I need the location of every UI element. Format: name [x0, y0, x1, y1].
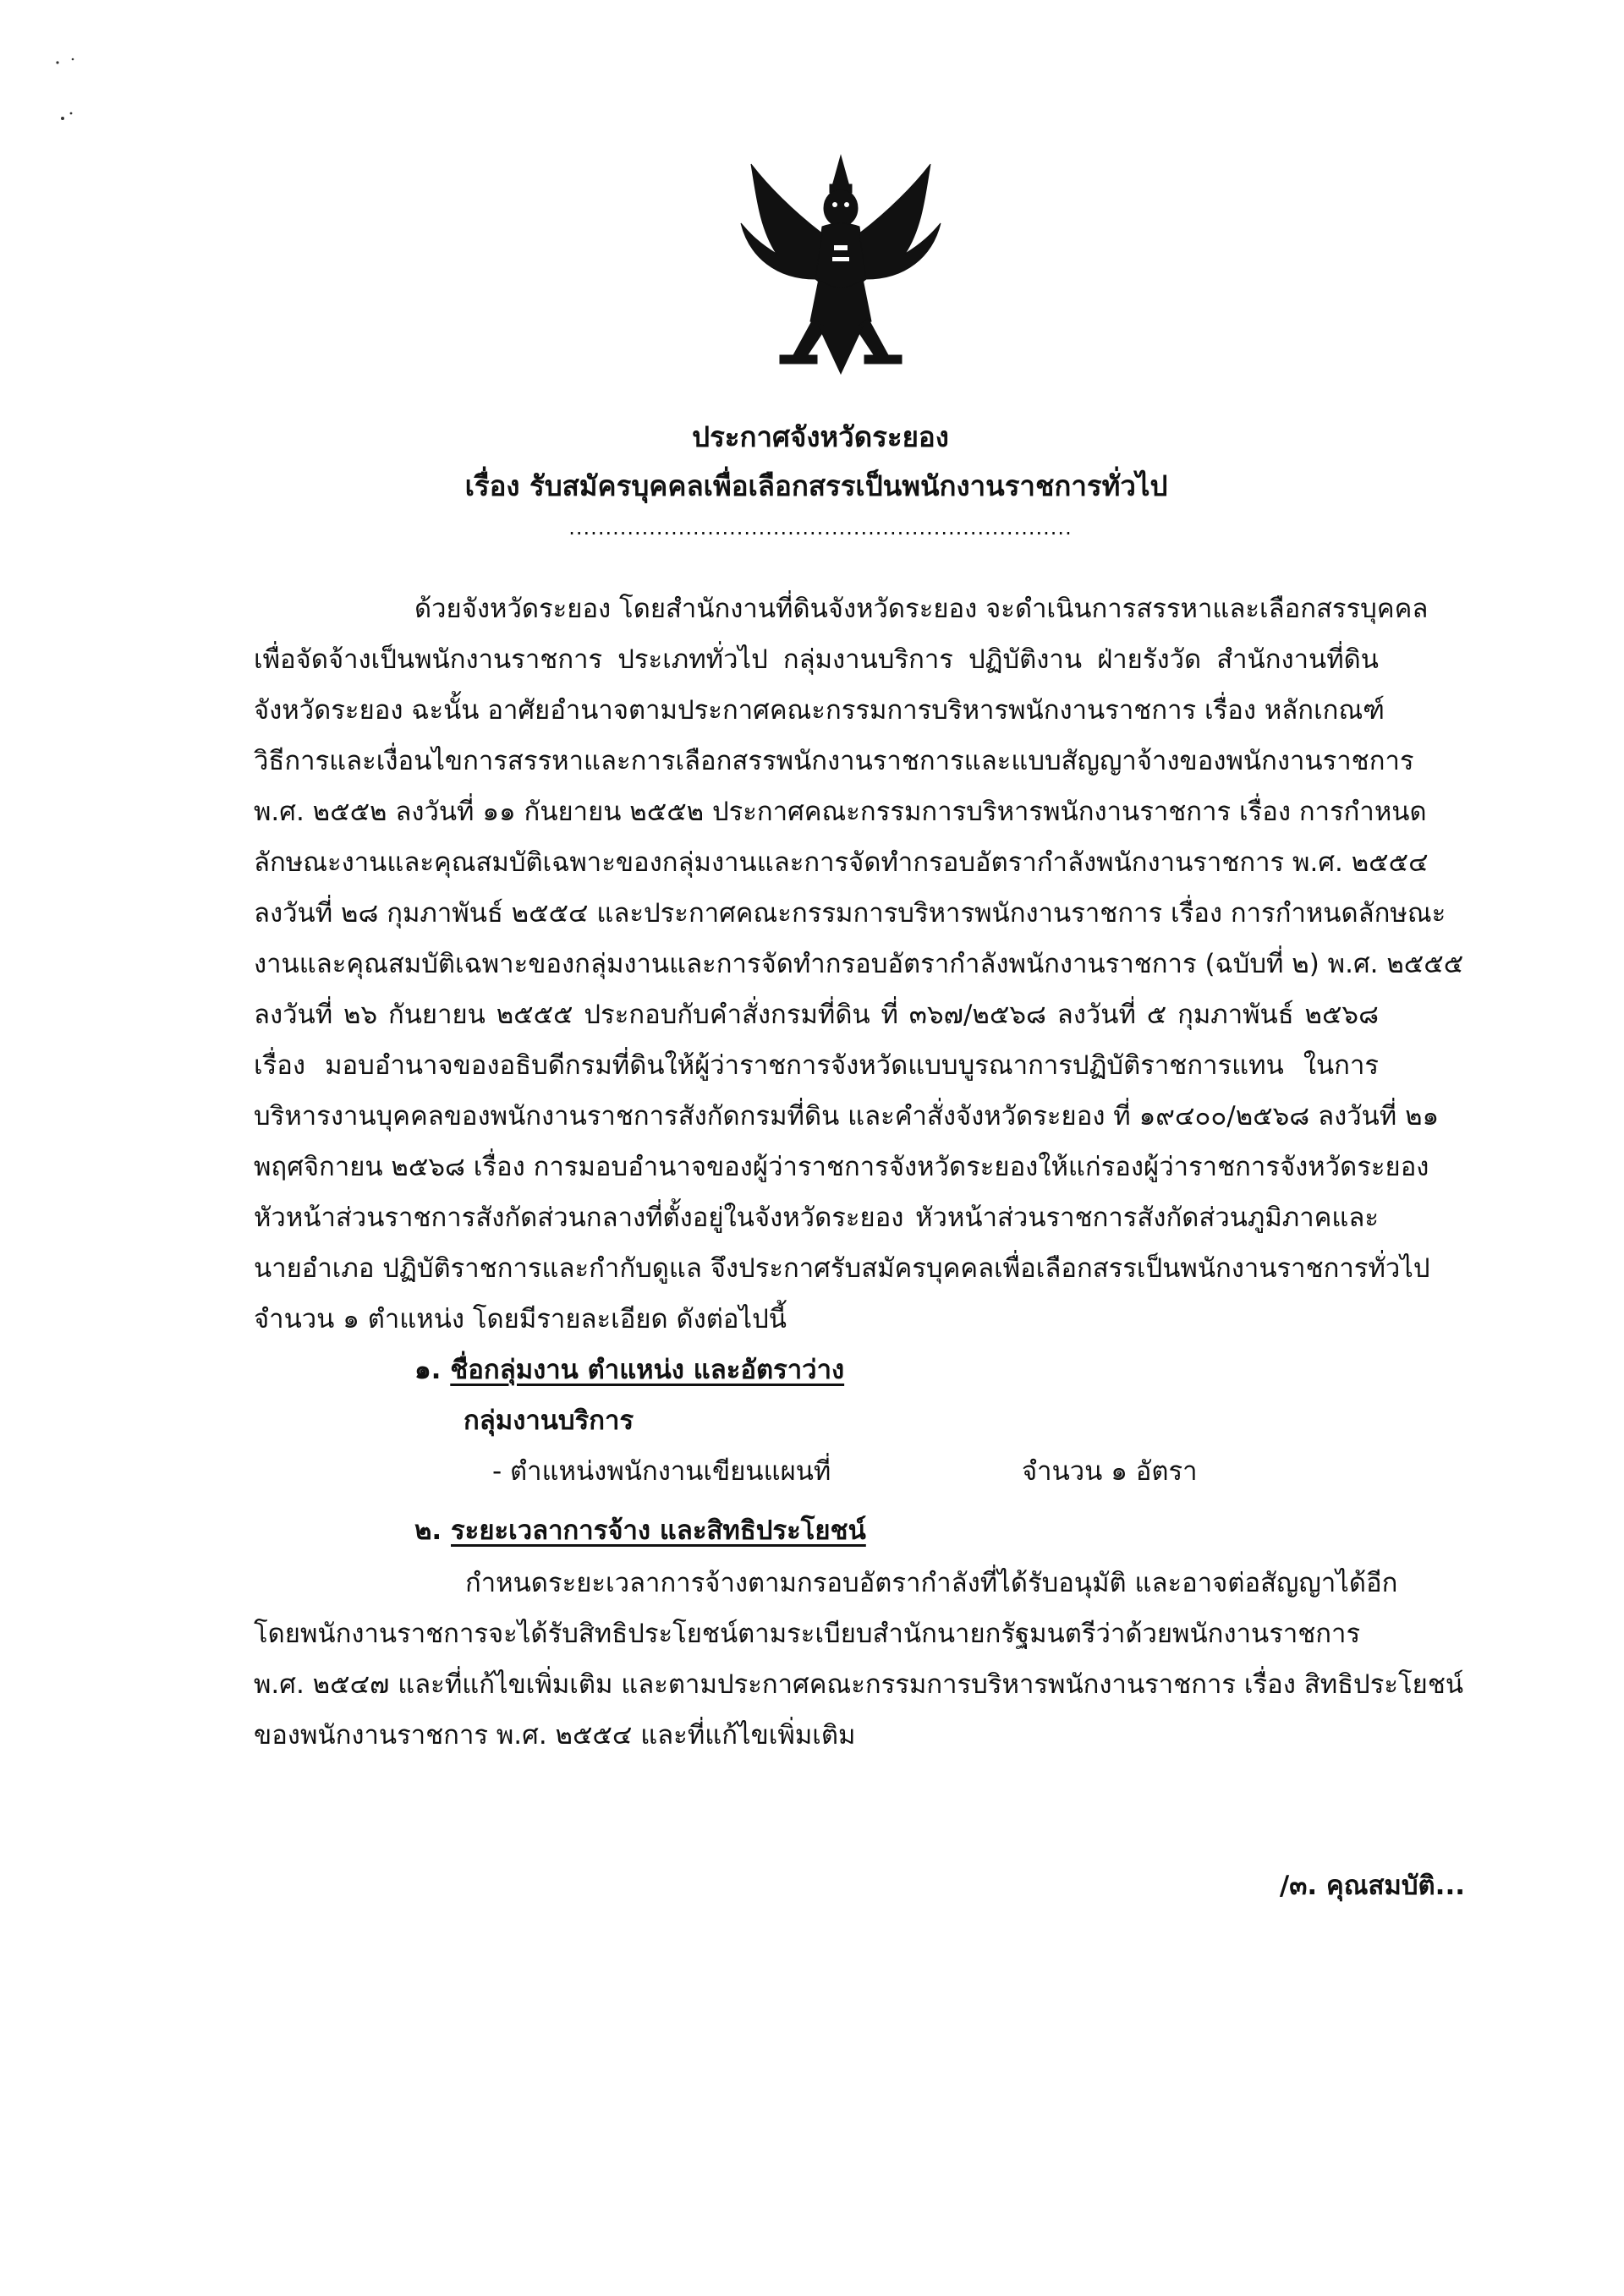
intro-line: ด้วยจังหวัดระยอง โดยสำนักงานที่ดินจังหวัดระยอง จะดำเนินการสรรหาและเลือกสรรบุคคล — [414, 594, 1429, 624]
intro-line: จำนวน ๑ ตำแหน่ง โดยมีรายละเอียด ดังต่อไปนี้ — [254, 1304, 787, 1334]
section-2-number: ๒. — [414, 1515, 442, 1546]
intro-line: เพื่อจัดจ้างเป็นพนักงานราชการ ประเภททั่วไป กลุ่มงานบริการ ปฏิบัติงาน ฝ่ายรังวัด สำนักงานที่ดิน — [254, 644, 1379, 675]
intro-line: บริหารงานบุคคลของพนักงานราชการสังกัดกรมที่ดิน และคำสั่งจังหวัดระยอง ที่ ๑๙๔๐๐/๒๕๖๘ ลงวันที่ ๒๑ — [254, 1101, 1440, 1132]
intro-line: หัวหน้าส่วนราชการสังกัดส่วนกลางที่ตั้งอยู่ในจังหวัดระยอง หัวหน้าส่วนราชการสังกัดส่วนภูมิภาคและ — [254, 1203, 1379, 1233]
announcement-title: ประกาศจังหวัดระยอง — [692, 420, 949, 453]
announcement-subject: เรื่อง รับสมัครบุคคลเพื่อเลือกสรรเป็นพนักงานราชการทั่วไป — [464, 469, 1168, 502]
section-2-line: ของพนักงานราชการ พ.ศ. ๒๕๕๔ และที่แก้ไขเพิ่มเติม — [254, 1720, 856, 1751]
section-1-number: ๑. — [414, 1355, 442, 1385]
section-1-title: ชื่อกลุ่มงาน ตำแหน่ง และอัตราว่าง — [450, 1355, 845, 1385]
title-block — [0, 413, 1624, 545]
intro-paragraph — [254, 584, 1464, 1345]
section-2-title: ระยะเวลาการจ้าง และสิทธิประโยชน์ — [451, 1515, 866, 1546]
intro-line: วิธีการและเงื่อนไขการสรรหาและการเลือกสรรพนักงานราชการและแบบสัญญาจ้างของพนักงานราชการ — [254, 746, 1414, 776]
garuda-emblem-icon — [734, 152, 947, 381]
section-2-line: กำหนดระยะเวลาการจ้างตามกรอบอัตรากำลังที่ได้รับอนุมัติ และอาจต่อสัญญาได้อีก — [465, 1568, 1398, 1598]
intro-line: พ.ศ. ๒๕๕๒ ลงวันที่ ๑๑ กันยายน ๒๕๕๒ ประกาศคณะกรรมการบริหารพนักงานราชการ เรื่อง การกำหนด — [254, 797, 1427, 827]
scan-specks — [51, 51, 85, 144]
section-1-group: กลุ่มงานบริการ — [464, 1406, 634, 1436]
section-2-line: โดยพนักงานราชการจะได้รับสิทธิประโยชน์ตามระเบียบสำนักนายกรัฐมนตรีว่าด้วยพนักงานราชการ — [254, 1619, 1361, 1649]
section-2-line: พ.ศ. ๒๕๔๗ และที่แก้ไขเพิ่มเติม และตามประกาศคณะกรรมการบริหารพนักงานราชการ เรื่อง สิทธิประโยชน์ — [254, 1669, 1464, 1700]
intro-line: ลงวันที่ ๒๘ กุมภาพันธ์ ๒๕๕๔ และประกาศคณะกรรมการบริหารพนักงานราชการ เรื่อง การกำหนดลักษณะ — [254, 898, 1446, 929]
section-1-position: - ตำแหน่งพนักงานเขียนแผนที่ — [492, 1456, 831, 1487]
continuation-note: /๓. คุณสมบัติ... — [1279, 1871, 1465, 1901]
title-separator: ..................................................................... — [568, 516, 1073, 540]
section-1-heading — [414, 1345, 844, 1395]
intro-line: ลงวันที่ ๒๖ กันยายน ๒๕๕๕ ประกอบกับคำสั่งกรมที่ดิน ที่ ๓๖๗/๒๕๖๘ ลงวันที่ ๕ กุมภาพันธ์ ๒๕๖๘ — [254, 1000, 1379, 1030]
intro-line: เรื่อง มอบอำนาจของอธิบดีกรมที่ดินให้ผู้ว่าราชการจังหวัดแบบบูรณาการปฏิบัติราชการแทน ในการ — [254, 1050, 1379, 1081]
intro-line: งานและคุณสมบัติเฉพาะของกลุ่มงานและการจัดทำกรอบอัตรากำลังพนักงานราชการ (ฉบับที่ ๒) พ.ศ. ๒๕๕๕ — [254, 949, 1464, 979]
section-2-paragraph — [254, 1558, 1464, 1761]
intro-line: พฤศจิกายน ๒๕๖๘ เรื่อง การมอบอำนาจของผู้ว่าราชการจังหวัดระยองให้แก่รองผู้ว่าราชการจังหวัดระยอง — [254, 1152, 1429, 1182]
intro-line: นายอำเภอ ปฏิบัติราชการและกำกับดูแล จึงประกาศรับสมัครบุคคลเพื่อเลือกสรรเป็นพนักงานราชการทั่วไป — [254, 1253, 1430, 1284]
section-1-quota: จำนวน ๑ อัตรา — [1022, 1456, 1198, 1487]
intro-line: ลักษณะงานและคุณสมบัติเฉพาะของกลุ่มงานและการจัดทำกรอบอัตรากำลังพนักงานราชการ พ.ศ. ๒๕๕๔ — [254, 847, 1429, 878]
intro-line: จังหวัดระยอง ฉะนั้น อาศัยอำนาจตามประกาศคณะกรรมการบริหารพนักงานราชการ เรื่อง หลักเกณฑ์ — [254, 695, 1385, 726]
section-2-heading — [414, 1505, 866, 1556]
